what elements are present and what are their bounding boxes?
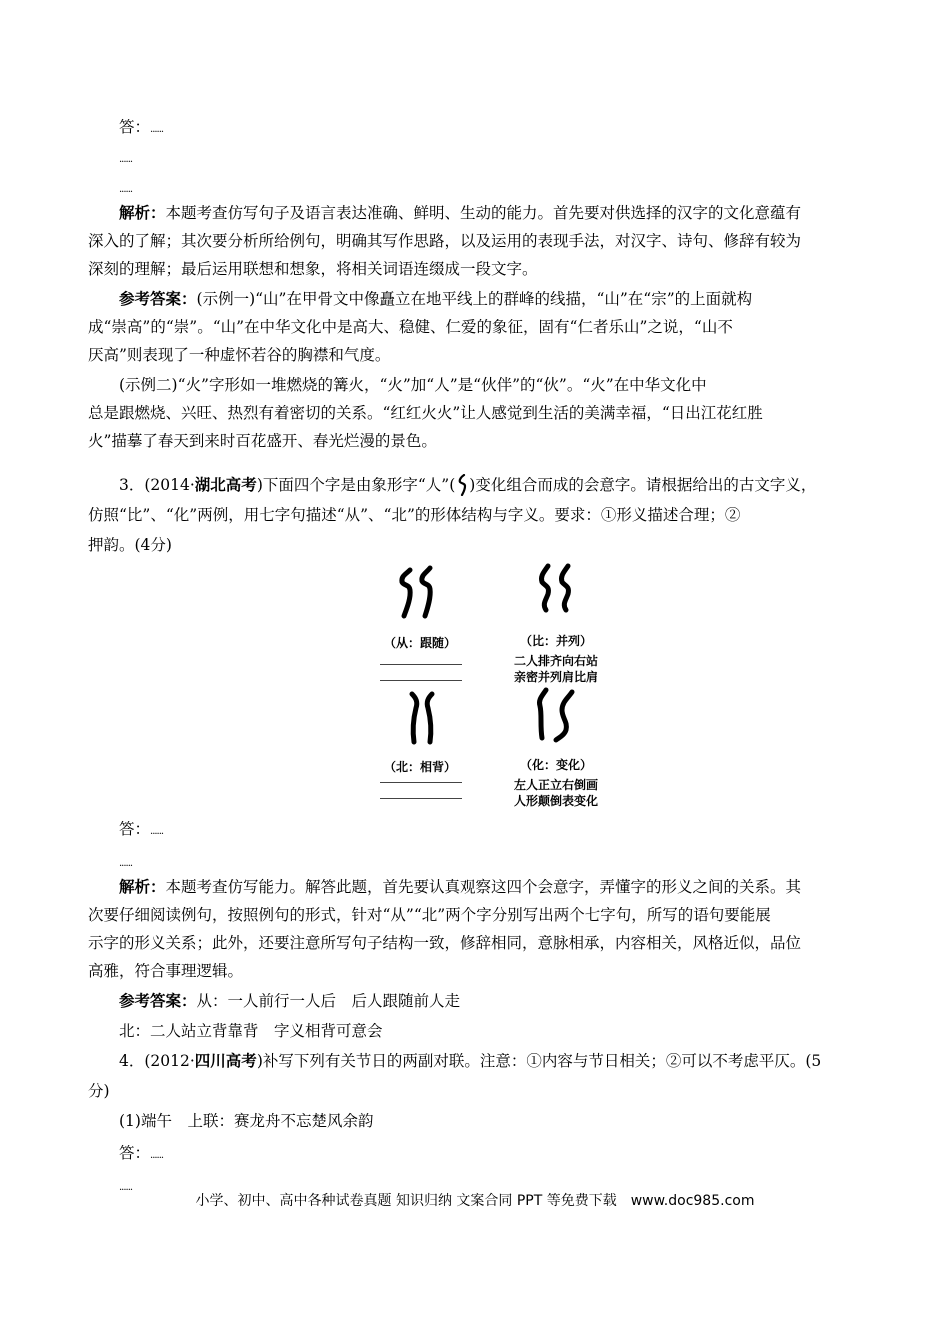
question-source: 湖北高考 <box>194 475 257 494</box>
answer-dots: ...... <box>150 1150 164 1161</box>
ref-answer-text: (示例一)“山”在甲骨文中像矗立在地平线上的群峰的线描，“山”在“宗”的上面就构 <box>196 290 753 308</box>
question-number: 3．(2014· <box>119 476 195 494</box>
page-footer: 小学、初中、高中各种试卷真题 知识归纳 文案合同 PPT 等免费下载 www.doc985.com <box>195 1193 755 1209</box>
dots: ...... <box>119 1182 133 1193</box>
example2-line-1: (示例二)“火”字形如一堆燃烧的篝火，“火”加“人”是“伙伴”的“伙”。“火”在中华文化中 <box>119 376 707 394</box>
answer-line <box>119 116 163 141</box>
ref-answer-line-1 <box>119 288 752 310</box>
ref-answer-line-1 <box>119 990 460 1012</box>
question-4-sub-1: (1)端午 上联：赛龙舟不忘楚风余韵 <box>119 1112 374 1130</box>
ref-answer-label: 参考答案： <box>119 289 197 308</box>
example2-line-2: 总是跟燃烧、兴旺、热烈有着密切的关系。“红红火火”让人感觉到生活的美满幸福，“日出江花红胜 <box>88 404 763 422</box>
hua-glyph-icon <box>528 684 588 744</box>
question-3-line-2: 仿照“比”、“化”两例，用七字句描述“从”、“北”的形体结构与字义。要求：①形义描述合理；② <box>88 506 741 524</box>
analysis-line-3: 示字的形义关系；此外，还要注意所写句子结构一致，修辞相同，意脉相承，内容相关，风格近似，品位 <box>88 934 802 952</box>
answer-blank <box>380 798 462 799</box>
dots: ...... <box>119 858 133 869</box>
answer-blank <box>380 680 462 681</box>
bi-caption: （比：并列） <box>519 634 592 648</box>
analysis-text: 本题考查仿写能力。解答此题，首先要认真观察这四个会意字，弄懂字的形义之间的关系。其 <box>165 878 802 896</box>
hua-line-2: 人形颠倒表变化 <box>513 794 598 808</box>
answer-blank <box>380 664 462 665</box>
dots-line <box>119 176 132 201</box>
hua-caption: （化：变化） <box>519 758 592 772</box>
analysis-label: 解析： <box>119 877 166 896</box>
analysis-label: 解析： <box>119 203 166 222</box>
bei-glyph-icon <box>396 688 452 748</box>
ref-answer-text: 从：一人前行一人后 后人跟随前人走 <box>196 992 461 1010</box>
answer-label: 答： <box>119 820 151 838</box>
analysis-text: 本题考查仿写句子及语言表达准确、鲜明、生动的能力。首先要对供选择的汉字的文化意蕴有 <box>165 204 802 222</box>
oracle-ren-glyph-icon <box>455 474 469 496</box>
question-text: )变化组合而成的会意字。请根据给出的古文字义， <box>469 476 817 494</box>
bi-line-2: 亲密并列肩比肩 <box>513 670 598 684</box>
analysis-line-3: 深刻的理解；最后运用联想和想象，将相关词语连缀成一段文字。 <box>88 260 538 278</box>
cong-glyph-icon <box>392 564 448 620</box>
dots-line <box>119 146 132 171</box>
answer-line <box>119 1142 163 1167</box>
answer-dots: ...... <box>150 826 164 837</box>
question-number: 4．(2012· <box>119 1052 195 1070</box>
question-3-line-3: 押韵。(4分) <box>88 536 172 554</box>
question-4-line-2: 分) <box>88 1082 110 1100</box>
analysis-line-1 <box>119 876 801 898</box>
analysis-line-1 <box>119 202 801 224</box>
question-text: )下面四个字是由象形字“人”( <box>256 476 456 494</box>
analysis-line-2: 深入的了解；其次要分析所给例句，明确其写作思路，以及运用的表现手法，对汉字、诗句、修辞有较为 <box>88 232 802 250</box>
answer-line <box>119 818 163 843</box>
bei-caption: （北：相背） <box>383 760 456 774</box>
answer-label: 答： <box>119 118 151 136</box>
ref-answer-line-3: 厌高”则表现了一种虚怀若谷的胸襟和气度。 <box>88 346 391 364</box>
cong-caption: （从：跟随） <box>383 636 456 650</box>
answer-dots: ...... <box>150 124 164 135</box>
analysis-line-2: 次要仔细阅读例句，按照例句的形式，针对“从”“北”两个字分别写出两个七字句，所写的语句要能展 <box>88 906 771 924</box>
answer-blank <box>380 782 462 783</box>
analysis-line-4: 高雅，符合事理逻辑。 <box>88 962 244 980</box>
oracle-bone-figure <box>370 556 630 816</box>
question-3-line-1 <box>119 474 816 496</box>
example2-line-3: 火”描摹了春天到来时百花盛开、春光烂漫的景色。 <box>88 432 437 450</box>
bi-glyph-icon <box>528 562 584 618</box>
dots: ...... <box>119 154 133 165</box>
answer-label: 答： <box>119 1144 151 1162</box>
hua-line-1: 左人正立右倒画 <box>513 778 598 792</box>
question-4-line-1 <box>119 1050 821 1072</box>
dots-line <box>119 850 132 875</box>
question-source: 四川高考 <box>194 1051 257 1070</box>
dots: ...... <box>119 184 133 195</box>
ref-answer-line-2: 北：二人站立背靠背 字义相背可意会 <box>119 1022 383 1040</box>
question-text: )补写下列有关节日的两副对联。注意：①内容与节日相关；②可以不考虑平仄。(5 <box>256 1052 822 1070</box>
bi-line-1: 二人排齐向右站 <box>513 654 598 668</box>
ref-answer-line-2: 成“崇高”的“崇”。“山”在中华文化中是高大、稳健、仁爱的象征，固有“仁者乐山”之说，“山不 <box>88 318 733 336</box>
ref-answer-label: 参考答案： <box>119 991 197 1010</box>
